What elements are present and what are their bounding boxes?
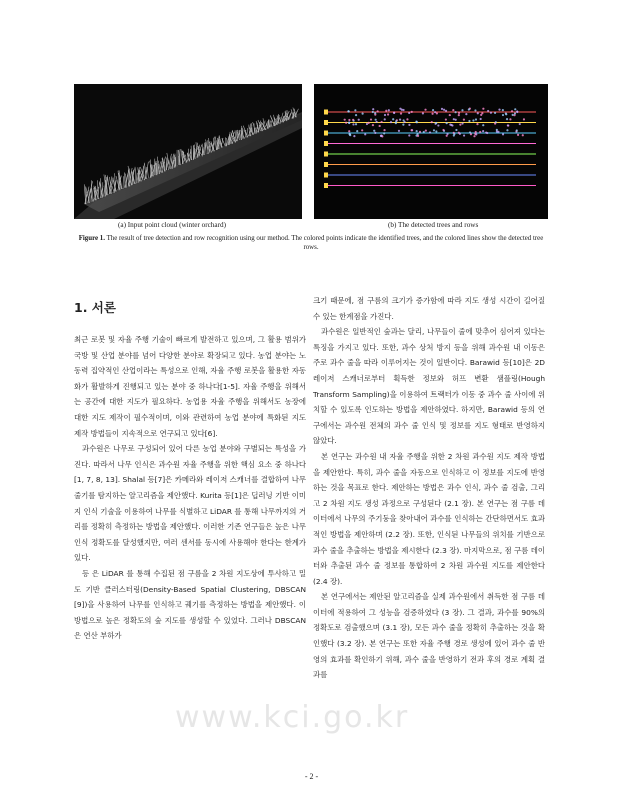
tree-point	[463, 134, 465, 136]
tree-point	[406, 118, 408, 120]
tree-point	[475, 118, 477, 120]
tree-point	[400, 112, 402, 114]
tree-point	[416, 130, 418, 132]
tree-point	[507, 124, 509, 126]
tree-point	[352, 119, 354, 121]
tree-point	[482, 124, 484, 126]
tree-point	[390, 121, 392, 123]
tree-point	[459, 133, 461, 135]
tree-point	[435, 130, 437, 132]
tree-point	[348, 130, 350, 132]
tree-point	[434, 111, 436, 113]
paragraph: 최근 로봇 및 자율 주행 기술이 빠르게 발전하고 있으며, 그 활용 범위가 국방 및 산업 분야를 넘어 다양한 분야로 확장되고 있다. 농업 분야는 노동력 집약적인 산업이라는 특성으로 인해, 자율 주행 로봇을 활용한 자동화가 활발하게 진행되고 있는 분야 중 하나다[1-5]. 자율 주행을 위해서는 공간에 대한 지도가 필요하다. 농업용 자율 주행을 위해서도 농장에 대한 지도 제작이 필수적이며, 이와 관련하여 농업 분야에 특화된 지도 제작 방법들이 지속적으로 연구되고 있다[6].	[74, 335, 306, 438]
tree-point	[474, 133, 476, 135]
tree-point	[487, 110, 489, 112]
paragraph: 크기 때문에, 점 구름의 크기가 증가함에 따라 지도 생성 시간이 길어질 수 있는 한계점을 가진다.	[313, 296, 545, 321]
tree-point	[502, 133, 504, 135]
tree-point	[393, 112, 395, 114]
detected-rows-image	[314, 84, 548, 219]
tree-point	[423, 131, 425, 133]
tree-point	[514, 108, 516, 110]
tree-point	[465, 113, 467, 115]
tree-point	[355, 123, 357, 125]
tree-point	[506, 118, 508, 120]
point-cloud-image	[74, 84, 302, 219]
row-marker	[324, 183, 328, 188]
paragraph: 본 연구에서는 제안된 알고리즘을 실제 과수원에서 취득한 점 구름 데이터에 적용하여 그 성능을 검증하였다 (3 장). 그 결과, 과수를 90%의 정확도로 검출했으며 (3.1 장), 모든 과수 줄을 정확히 추출하는 것을 확인했다 (3.2 장). 본 연구는 또한 자율 주행 경로 생성에 있어 과수 줄 반영의 효과를 확인하기 위해, 과수 줄을 반영하기 전과 후의 경로 계획 결과를	[313, 592, 545, 680]
tree-stroke	[209, 138, 210, 152]
section-heading: 1. 서론	[74, 300, 116, 315]
tree-point	[364, 133, 366, 135]
tree-point	[358, 119, 360, 121]
tree-point	[432, 109, 434, 111]
tree-point	[370, 118, 372, 120]
watermark: www.kci.go.kr	[175, 700, 410, 735]
tree-point	[368, 122, 370, 124]
tree-point	[449, 114, 451, 116]
tree-point	[511, 110, 513, 112]
tree-point	[494, 112, 496, 114]
tree-point	[384, 114, 386, 116]
tree-point	[498, 109, 500, 111]
tree-point	[502, 109, 504, 111]
tree-point	[375, 119, 377, 121]
tree-point	[512, 114, 514, 116]
tree-point	[419, 131, 421, 133]
figure-b-detected-rows	[314, 84, 548, 219]
tree-point	[458, 112, 460, 114]
tree-point	[387, 113, 389, 115]
tree-point	[395, 120, 397, 122]
tree-point	[431, 113, 433, 115]
page-number: - 2 -	[304, 772, 319, 781]
tree-point	[398, 130, 400, 132]
tree-stroke	[92, 188, 94, 201]
tree-point	[453, 118, 455, 120]
tree-point	[441, 108, 443, 110]
tree-point	[522, 134, 524, 136]
tree-point	[482, 130, 484, 132]
tree-point	[468, 108, 470, 110]
tree-point	[446, 133, 448, 135]
row-marker	[324, 141, 328, 146]
tree-point	[494, 122, 496, 124]
tree-point	[506, 129, 508, 131]
tree-stroke	[147, 167, 148, 177]
tree-point	[509, 118, 511, 120]
tree-point	[431, 121, 433, 123]
tree-point	[461, 122, 463, 124]
tree-point	[362, 113, 364, 115]
tree-stroke	[153, 165, 154, 177]
row-marker	[324, 131, 328, 136]
paragraph: 본 연구는 과수원 내 자율 주행을 위한 2 차원 과수원 지도 제작 방법을 제안한다. 특히, 과수 줄을 자동으로 인식하고 이 정보를 지도에 반영하는 것을 목표로 한다. 제안하는 방법은 과수 인식, 과수 줄 검출, 그리고 2 차원 지도 생성 과정으로 구성된다 (2.1 장). 본 연구는 점 구름 데이터에서 나무의 주기둥을 찾아내어 과수를 인식하는 간단하면서도 효과적인 방법을 제안하며 (2.2 장). 또한, 인식된 나무들의 위치를 기반으로 과수 줄을 추출하는 방법을 제시한다 (2.3 장). 마지막으로, 점 구름 데이터와 추출된 과수 줄 정보를 통합하여 2 차원 과수원 지도를 제안한다 (2.4 장).	[313, 451, 545, 586]
tree-point	[517, 134, 519, 136]
tree-point	[372, 124, 374, 126]
tree-point	[443, 109, 445, 111]
tree-point	[380, 135, 382, 137]
tree-point	[424, 109, 426, 111]
tree-point	[446, 122, 448, 124]
tree-point	[429, 131, 431, 133]
tree-point	[436, 112, 438, 114]
tree-point	[469, 131, 471, 133]
tree-point	[479, 131, 481, 133]
row-marker	[324, 152, 328, 157]
tree-point	[372, 111, 374, 113]
tree-point	[451, 124, 453, 126]
tree-point	[345, 122, 347, 124]
tree-point	[408, 134, 410, 136]
tree-point	[379, 125, 381, 127]
tree-point	[519, 123, 521, 125]
tree-point	[383, 129, 385, 131]
tree-point	[354, 109, 356, 111]
tree-point	[477, 112, 479, 114]
tree-point	[361, 129, 363, 131]
tree-point	[402, 124, 404, 126]
row-marker	[324, 162, 328, 167]
tree-point	[348, 122, 350, 124]
tree-point	[461, 109, 463, 111]
tree-point	[392, 118, 394, 120]
tree-point	[373, 130, 375, 132]
tree-point	[374, 112, 376, 114]
tree-point	[417, 135, 419, 137]
tree-point	[410, 129, 412, 131]
tree-point	[437, 124, 439, 126]
tree-point	[516, 111, 518, 113]
tree-point	[381, 121, 383, 123]
row-marker	[324, 110, 328, 115]
figure-caption-label: Figure 1.	[78, 235, 105, 242]
tree-stroke	[88, 181, 93, 202]
tree-point	[453, 133, 455, 135]
tree-point	[455, 119, 457, 121]
tree-point	[452, 109, 454, 111]
tree-point	[385, 110, 387, 112]
tree-point	[383, 132, 385, 134]
row-marker	[324, 120, 328, 125]
tree-point	[481, 112, 483, 114]
left-column	[74, 300, 306, 644]
tree-point	[502, 114, 504, 116]
tree-point	[433, 129, 435, 131]
tree-point	[468, 120, 470, 122]
tree-point	[445, 118, 447, 120]
paragraph: 과수원은 일반적인 숲과는 달리, 나무들이 줄에 맞추어 심어져 있다는 특징을 가지고 있다. 또한, 과수 상처 방지 등을 위해 과수원 내 이동은 주로 과수 줄을 따라 이루어지는 것이 일반이다. Barawid 등[10]은 2D 레이저 스캐너로부터 획득한 정보와 허프 변환 샘플링(Hough Transform Sampling)을 이용하여 트랙터가 이동 중 과수 줄 사이에 위치할 수 있도록 인도하는 방법을 제안하였다. 하지만, Barawid 등의 연구에서는 과수원 전체의 과수 줄 인식 및 정보를 지도 형태로 반영하지 않았다.	[313, 327, 545, 446]
subcaption-a: (a) Input point cloud (winter orchard)	[118, 221, 226, 229]
figure-caption	[74, 234, 548, 252]
subcaption-b: (b) The detected trees and rows	[388, 221, 479, 229]
tree-point	[353, 135, 355, 137]
tree-point	[403, 119, 405, 121]
tree-point	[411, 111, 413, 113]
tree-point	[435, 122, 437, 124]
paragraph: 과수원은 나무로 구성되어 있어 다른 농업 분야와 구별되는 특성을 가진다. 따라서 나무 인식은 과수원 자율 주행을 위한 핵심 요소 중 하나다[1, 7, 8, 13]. Shalal 등[7]은 카메라와 레이저 스캐너를 결합하여 나무 줄기를 탐지하는 알고리즘을 제안했다. Kurita 등[1]은 딥러닝 기반 이미지 인식 기술을 이용하여 나무를 식별하고 LiDAR 를 통해 나무까지의 거리를 정확히 측정하는 방법을 제안했다. 이러한 기존 연구들은 높은 나무 인식 정확도를 달성했지만, 여러 센서를 동시에 사용해야 한다는 한계가 있다.	[74, 444, 306, 563]
tree-point	[348, 119, 350, 121]
tree-point	[399, 118, 401, 120]
tree-point	[425, 129, 427, 131]
tree-point	[356, 130, 358, 132]
tree-point	[355, 114, 357, 116]
tree-point	[348, 110, 350, 112]
tree-point	[454, 111, 456, 113]
tree-point	[480, 118, 482, 120]
tree-point	[408, 124, 410, 126]
figure-caption-text: The result of tree detection and row recognition using our method. The colored points indicate the identified trees, and the colored lines show the detected tree rows.	[104, 235, 544, 251]
tree-point	[374, 132, 376, 134]
figure-a-point-cloud	[74, 84, 302, 219]
paragraph: 등 은 LiDAR 를 통해 수집된 점 구름을 2 차원 지도상에 투사하고 밀도 기반 클러스터링(Density-Based Spatial Clustering, DBSCAN [9])을 사용하여 나무를 인식하고 궤기를 측정하는 방법을 제안했다. 이 방법으로 높은 정확도의 숲 지도를 생성할 수 있었다. 그러나 DBSCAN 은 연산 부하가	[74, 568, 306, 641]
tree-point	[344, 119, 346, 121]
tree-point	[463, 119, 465, 121]
right-column	[313, 293, 545, 683]
tree-point	[372, 108, 374, 110]
tree-point	[490, 112, 492, 114]
tree-point	[459, 124, 461, 126]
tree-point	[485, 131, 487, 133]
tree-point	[476, 123, 478, 125]
tree-point	[352, 123, 354, 125]
tree-point	[458, 114, 460, 116]
row-marker	[324, 173, 328, 178]
tree-point	[384, 118, 386, 120]
tree-point	[513, 114, 515, 116]
tree-point	[449, 124, 451, 126]
tree-point	[505, 113, 507, 115]
tree-point	[474, 109, 476, 111]
tree-point	[482, 108, 484, 110]
tree-point	[523, 118, 525, 120]
tree-point	[388, 109, 390, 111]
tree-point	[408, 112, 410, 114]
tree-point	[445, 110, 447, 112]
tree-point	[377, 110, 379, 112]
tree-point	[376, 121, 378, 123]
tree-point	[349, 134, 351, 136]
tree-point	[416, 121, 418, 123]
tree-point	[516, 129, 518, 131]
tree-point	[442, 129, 444, 131]
tree-point	[475, 131, 477, 133]
tree-point	[472, 119, 474, 121]
tree-point	[473, 135, 475, 137]
tree-point	[455, 129, 457, 131]
tree-point	[401, 109, 403, 111]
tree-point	[496, 130, 498, 132]
tree-point	[422, 112, 424, 114]
